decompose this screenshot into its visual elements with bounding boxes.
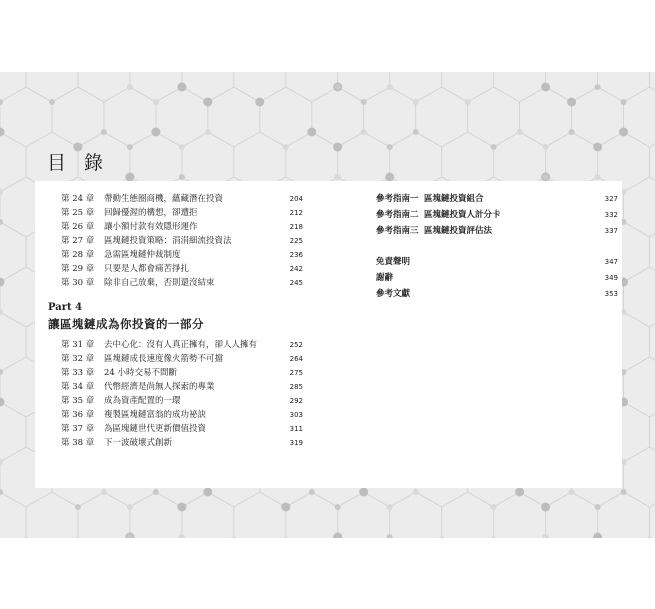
pattern-node: [281, 503, 290, 512]
backmatter-title: 參考文獻: [376, 289, 411, 299]
pattern-node: [361, 129, 367, 135]
chapter-title: 區塊鏈投資策略：涓涓細流投資法: [104, 236, 232, 246]
chapter-number: 第 31 章: [61, 340, 95, 350]
pattern-node: [205, 129, 211, 135]
toc-entry[interactable]: [376, 256, 636, 269]
pattern-node: [543, 534, 549, 538]
pattern-node: [153, 99, 159, 105]
pattern-node: [491, 504, 497, 510]
guide-label: 參考指南二: [376, 210, 419, 220]
toc-entry[interactable]: [61, 367, 311, 380]
toc-entry[interactable]: [61, 207, 311, 220]
pattern-node: [335, 84, 341, 90]
pattern-node: [593, 533, 602, 539]
pattern-node: [541, 503, 550, 512]
pattern-node: [0, 219, 3, 225]
toc-entry[interactable]: [61, 249, 311, 262]
pattern-node: [541, 83, 550, 92]
backmatter-title: 免責聲明: [376, 257, 411, 267]
toc-entry[interactable]: [376, 225, 636, 238]
chapter-number: 第 30 章: [61, 278, 95, 288]
pattern-node: [333, 143, 342, 152]
chapter-title: 為區塊鏈世代更新價值投資: [104, 424, 207, 434]
pattern-node: [595, 84, 601, 90]
page-number: 349: [604, 274, 618, 282]
pattern-node: [387, 84, 393, 90]
page-number: 252: [289, 341, 303, 349]
toc-entry[interactable]: [61, 437, 311, 450]
page-number: 311: [289, 425, 303, 433]
pattern-node: [127, 504, 133, 510]
guide-title: 區塊鏈投資評估法: [424, 226, 493, 236]
toc-entry[interactable]: [61, 381, 311, 394]
pattern-node: [177, 83, 186, 92]
pattern-node: [543, 144, 549, 150]
pattern-node: [177, 503, 186, 512]
pattern-node: [387, 534, 393, 538]
pattern-node: [0, 489, 3, 495]
chapter-number: 第 36 章: [61, 410, 95, 420]
page-number: 218: [289, 223, 303, 231]
chapter-title: 複製區塊鏈富翁的成功祕訣: [104, 410, 207, 420]
pattern-node: [75, 504, 81, 510]
pattern-node: [203, 488, 212, 497]
chapter-number: 第 35 章: [61, 396, 95, 406]
pattern-node: [465, 99, 471, 105]
pattern-node: [335, 174, 341, 180]
pattern-node: [127, 84, 133, 90]
pattern-node: [387, 144, 393, 150]
page-number: 225: [289, 237, 303, 245]
guide-label: 參考指南一: [376, 194, 419, 204]
chapter-number: 第 38 章: [61, 438, 95, 448]
pattern-node: [203, 98, 212, 107]
pattern-node: [255, 98, 264, 107]
pattern-node: [0, 189, 3, 195]
toc-entry[interactable]: [376, 272, 636, 285]
pattern-node: [543, 174, 549, 180]
guide-label: 參考指南三: [376, 226, 419, 236]
toc-entry[interactable]: [376, 193, 636, 206]
page-number: 264: [289, 355, 303, 363]
pattern-node: [309, 489, 315, 495]
chapter-number: 第 27 章: [61, 236, 95, 246]
page-number: 319: [289, 439, 303, 447]
page-number: 353: [604, 290, 618, 298]
page-number: 337: [604, 227, 618, 235]
pattern-node: [595, 504, 601, 510]
pattern-node: [619, 128, 628, 137]
chapter-number: 第 34 章: [61, 382, 95, 392]
pattern-node: [283, 144, 289, 150]
toc-entry[interactable]: [61, 353, 311, 366]
chapter-title: 區塊鏈成長速度像火箭勢不可擋: [104, 354, 224, 364]
guide-title: 區塊鏈投資組合: [424, 194, 484, 204]
chapter-title: 成為資產配置的一環: [104, 396, 181, 406]
toc-entry[interactable]: [61, 339, 311, 352]
toc-entry[interactable]: [61, 235, 311, 248]
chapter-title: 24 小時交易不間斷: [104, 368, 178, 378]
page-number: 332: [604, 211, 618, 219]
toc-entry[interactable]: [61, 263, 311, 276]
pattern-node: [569, 489, 575, 495]
pattern-node: [567, 98, 576, 107]
toc-entry[interactable]: [61, 409, 311, 422]
page-number: 245: [289, 279, 303, 287]
part-label: Part 4: [48, 302, 83, 313]
pattern-node: [0, 369, 3, 375]
chapter-number: 第 25 章: [61, 208, 95, 218]
toc-entry[interactable]: [61, 221, 311, 234]
pattern-node: [0, 398, 5, 407]
pattern-node: [413, 99, 419, 105]
pattern-node: [101, 489, 107, 495]
toc-entry[interactable]: [61, 395, 311, 408]
chapter-title: 急需區塊鏈仲裁制度: [104, 250, 181, 260]
pattern-node: [179, 174, 185, 180]
pattern-node: [153, 489, 159, 495]
page-number: 292: [289, 397, 303, 405]
page-number: 242: [289, 265, 303, 273]
chapter-title: 代幣經濟是尚無人探索的專業: [104, 382, 215, 392]
pattern-node: [517, 129, 523, 135]
chapter-title: 讓小額付款有效隱形運作: [104, 222, 198, 232]
pattern-node: [595, 174, 601, 180]
page-number: 212: [289, 209, 303, 217]
pattern-node: [0, 99, 3, 105]
chapter-title: 下一波破壞式創新: [104, 438, 173, 448]
pattern-node: [0, 128, 5, 137]
guide-title: 區塊鏈投資人計分卡: [424, 210, 501, 220]
pattern-node: [359, 488, 368, 497]
pattern-node: [0, 278, 5, 287]
page-number: 285: [289, 383, 303, 391]
pattern-node: [413, 129, 419, 135]
toc-entry[interactable]: [376, 288, 636, 301]
pattern-node: [101, 129, 107, 135]
chapter-title: 帶動生態圈商機，蘊藏潛在投資: [104, 194, 224, 204]
pattern-node: [0, 309, 3, 315]
chapter-title: 只要是人都會痛苦掙扎: [104, 264, 190, 274]
page-number: 204: [289, 195, 303, 203]
page-number: 347: [604, 258, 618, 266]
pattern-node: [179, 534, 185, 538]
toc-entry[interactable]: [61, 423, 311, 436]
pattern-node: [49, 99, 55, 105]
backmatter-title: 謝辭: [376, 273, 394, 283]
pattern-node: [491, 144, 497, 150]
chapter-number: 第 29 章: [61, 264, 95, 274]
chapter-number: 第 33 章: [61, 368, 95, 378]
chapter-number: 第 32 章: [61, 354, 95, 364]
chapter-title: 回歸優渥的構想，卻遭拒: [104, 208, 198, 218]
pattern-node: [515, 488, 524, 497]
pattern-node: [621, 489, 627, 495]
pattern-node: [413, 489, 419, 495]
page-number: 275: [289, 369, 303, 377]
toc-entry[interactable]: [61, 277, 311, 290]
page-number: 303: [289, 411, 303, 419]
pattern-node: [333, 533, 342, 539]
chapter-title: 去中心化：沒有人真正擁有，卻人人擁有: [104, 340, 258, 350]
toc-entry[interactable]: [376, 209, 636, 222]
pattern-node: [179, 144, 185, 150]
pattern-node: [387, 504, 393, 510]
pattern-node: [307, 128, 316, 137]
part-title[interactable]: 讓區塊鏈成為你投資的一部分: [48, 317, 204, 331]
chapter-number: 第 26 章: [61, 222, 95, 232]
page-title: 目 錄: [47, 152, 110, 174]
pattern-node: [621, 99, 627, 105]
pattern-node: [569, 129, 575, 135]
chapter-number: 第 28 章: [61, 250, 95, 260]
chapter-title: 除非自己放棄，否則還沒結束: [104, 278, 215, 288]
toc-entry[interactable]: [61, 193, 311, 206]
pattern-node: [127, 144, 133, 150]
chapter-number: 第 24 章: [61, 194, 95, 204]
pattern-node: [593, 143, 602, 152]
chapter-number: 第 37 章: [61, 424, 95, 434]
pattern-node: [0, 459, 3, 465]
page-number: 327: [604, 195, 618, 203]
pattern-node: [151, 128, 160, 137]
pattern-node: [361, 99, 367, 105]
pattern-node: [335, 504, 341, 510]
page-number: 236: [289, 251, 303, 259]
